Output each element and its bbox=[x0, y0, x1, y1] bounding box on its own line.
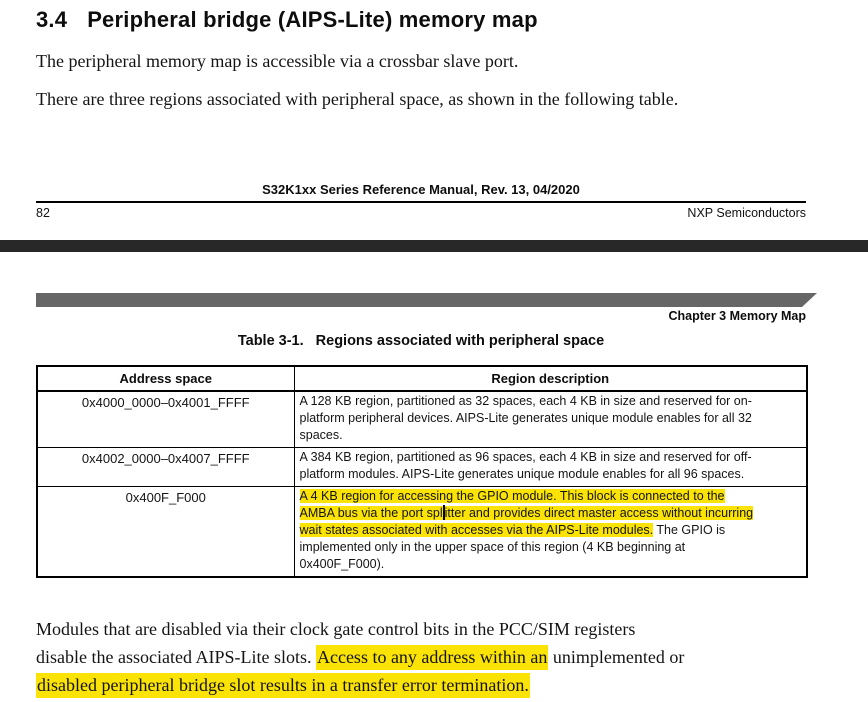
footer-rule bbox=[36, 201, 806, 203]
text-line bbox=[36, 671, 836, 699]
table-caption-text: Regions associated with peripheral space bbox=[315, 333, 605, 349]
description-cell bbox=[294, 448, 807, 487]
highlighted-text: AMBA bus via the port spl bbox=[299, 506, 443, 520]
text-line bbox=[300, 449, 802, 466]
text-segment: The GPIO is bbox=[653, 523, 726, 537]
intro-paragraph-2: There are three regions associated with peripheral space, as shown in the following table. bbox=[36, 89, 679, 109]
chapter-header: Chapter 3 Memory Map bbox=[668, 309, 806, 323]
table-caption-label: Table 3-1. bbox=[237, 333, 304, 349]
table-row bbox=[37, 448, 807, 487]
text-segment: disable the associated AIPS-Lite slots. bbox=[36, 647, 316, 667]
text-line bbox=[300, 556, 802, 573]
section-title: Peripheral bridge (AIPS-Lite) memory map bbox=[87, 7, 538, 32]
address-cell: 0x4000_0000–0x4001_FFFF bbox=[37, 391, 294, 448]
table-row bbox=[37, 487, 807, 578]
description-cell bbox=[294, 391, 807, 448]
text-segment: A 384 KB region, partitioned as 96 spaces, each 4 KB in size and reserved for off- bbox=[299, 450, 752, 464]
text-segment: A 128 KB region, partitioned as 32 spaces, each 4 KB in size and reserved for on- bbox=[299, 394, 752, 408]
footer-publisher: NXP Semiconductors bbox=[687, 206, 806, 220]
text-line bbox=[36, 643, 836, 671]
text-line bbox=[300, 393, 802, 410]
description-cell bbox=[294, 487, 807, 578]
column-header-region-description: Region description bbox=[294, 366, 807, 391]
highlighted-text: Access to any address within an bbox=[316, 645, 548, 670]
table-header-row bbox=[37, 366, 807, 391]
text-line bbox=[300, 466, 802, 483]
text-line bbox=[300, 505, 802, 522]
highlighted-text: itter and provides direct master access without incurring bbox=[444, 506, 754, 520]
table-row bbox=[37, 391, 807, 448]
table-caption bbox=[36, 333, 806, 349]
text-line bbox=[300, 522, 802, 539]
text-line bbox=[300, 488, 802, 505]
intro-paragraph-1: The peripheral memory map is accessible via a crossbar slave port. bbox=[36, 51, 519, 71]
text-line bbox=[36, 615, 836, 643]
memory-regions-table bbox=[36, 365, 808, 578]
highlighted-text: disabled peripheral bridge slot results in a transfer error termination. bbox=[36, 673, 530, 698]
section-number: 3.4 bbox=[36, 7, 68, 32]
chapter-header-band bbox=[36, 293, 817, 307]
page-separator-bar bbox=[0, 240, 868, 252]
address-cell: 0x400F_F000 bbox=[37, 487, 294, 578]
text-line bbox=[300, 539, 802, 556]
text-segment: platform peripheral devices. AIPS-Lite generates unique module enables for all 32 bbox=[299, 411, 752, 425]
text-segment: 0x400F_F000). bbox=[299, 557, 385, 571]
text-segment: Modules that are disabled via their clock gate control bits in the PCC/SIM registers bbox=[36, 619, 636, 639]
highlighted-text: wait states associated with accesses via the AIPS-Lite modules. bbox=[299, 523, 654, 537]
text-segment: platform modules. AIPS-Lite generates unique module enables for all 96 spaces. bbox=[299, 467, 745, 481]
text-line bbox=[300, 410, 802, 427]
text-segment: implemented only in the upper space of this region (4 KB beginning at bbox=[299, 540, 686, 554]
footer-manual-title: S32K1xx Series Reference Manual, Rev. 13, 04/2020 bbox=[262, 182, 580, 197]
section-heading bbox=[36, 7, 538, 33]
column-header-address-space: Address space bbox=[37, 366, 294, 391]
footer-page-number: 82 bbox=[36, 206, 50, 220]
text-segment: unimplemented or bbox=[548, 647, 685, 667]
text-segment: spaces. bbox=[299, 428, 343, 442]
text-line bbox=[300, 427, 802, 444]
highlighted-text: A 4 KB region for accessing the GPIO module. This block is connected to the bbox=[299, 489, 725, 503]
closing-paragraph bbox=[36, 615, 836, 699]
address-cell: 0x4002_0000–0x4007_FFFF bbox=[37, 448, 294, 487]
